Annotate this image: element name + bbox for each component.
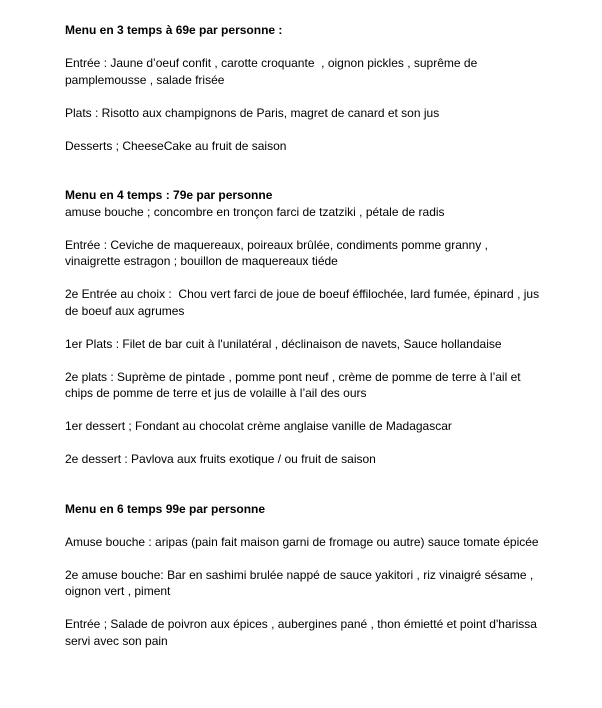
spacer [65,220,540,237]
spacer [65,600,540,617]
spacer [65,319,540,336]
menu-section-6-temps [65,501,540,650]
menu-section-3-temps [65,22,540,154]
menu-item-entree: Entrée : Ceviche de maquereaux, poireaux brûlée, condiments pomme granny , vinaigrette estragon ; bouillon de maquereaux tiéde [65,237,492,268]
menu-item-1er-dessert: 1er dessert ; Fondant au chocolat crème anglaise vanille de Madagascar [65,419,452,433]
menu-item-entree: Entrée : Jaune d’oeuf confit , carotte croquante , oignon pickles , suprême de pamplemousse , salade frisée [65,56,481,87]
section-heading: Menu en 6 temps 99e par personne [65,501,266,516]
menu-item-entree: Entrée ; Salade de poivron aux épices , aubergines pané , thon émietté et point d'harissa servi avec son pain [65,617,541,648]
menu-item-amuse-bouche: Amuse bouche : aripas (pain fait maison garni de fromage ou autre) sauce tomate épicée [65,534,539,549]
spacer [65,402,540,419]
spacer [65,550,540,567]
menu-item-2e-entree: 2e Entrée au choix : Chou vert farci de joue de boeuf éffilochée, lard fumée, épinard , jus de boeuf aux agrumes [65,287,543,318]
spacer [65,352,540,369]
menu-item-amuse-bouche: amuse bouche ; concombre en tronçon farci de tzatziki , pétale de radis [65,204,445,219]
menu-item-2e-dessert: 2e dessert : Pavlova aux fruits exotique / ou fruit de saison [65,452,376,466]
menu-item-2e-plats: 2e plats : Suprème de pintade , pomme pont neuf , crème de pomme de terre à l’ail et chips de pomme de terre et jus de volaille à l’ail des ours [65,369,524,400]
spacer [65,39,540,56]
menu-item-plats: Plats : Risotto aux champignons de Paris, magret de canard et son jus [65,105,440,120]
menu-section-4-temps [65,187,543,468]
menu-item-desserts: Desserts ; CheeseCake au fruit de saison [65,138,287,153]
spacer [65,468,540,501]
spacer [65,270,540,287]
spacer [65,435,540,452]
menu-item-2e-amuse-bouche: 2e amuse bouche: Bar en sashimi brulée nappé de sauce yakitori , riz vinaigré sésame , oignon vert , piment [65,567,537,598]
section-heading: Menu en 4 temps : 79e par personne [65,188,273,202]
spacer [65,121,540,138]
section-heading: Menu en 3 temps à 69e par personne : [65,23,283,37]
menu-item-1er-plats: 1er Plats : Filet de bar cuit à l'unilatéral , déclinaison de navets, Sauce hollandaise [65,336,502,351]
spacer [65,154,540,187]
spacer [65,517,540,534]
spacer [65,88,540,105]
